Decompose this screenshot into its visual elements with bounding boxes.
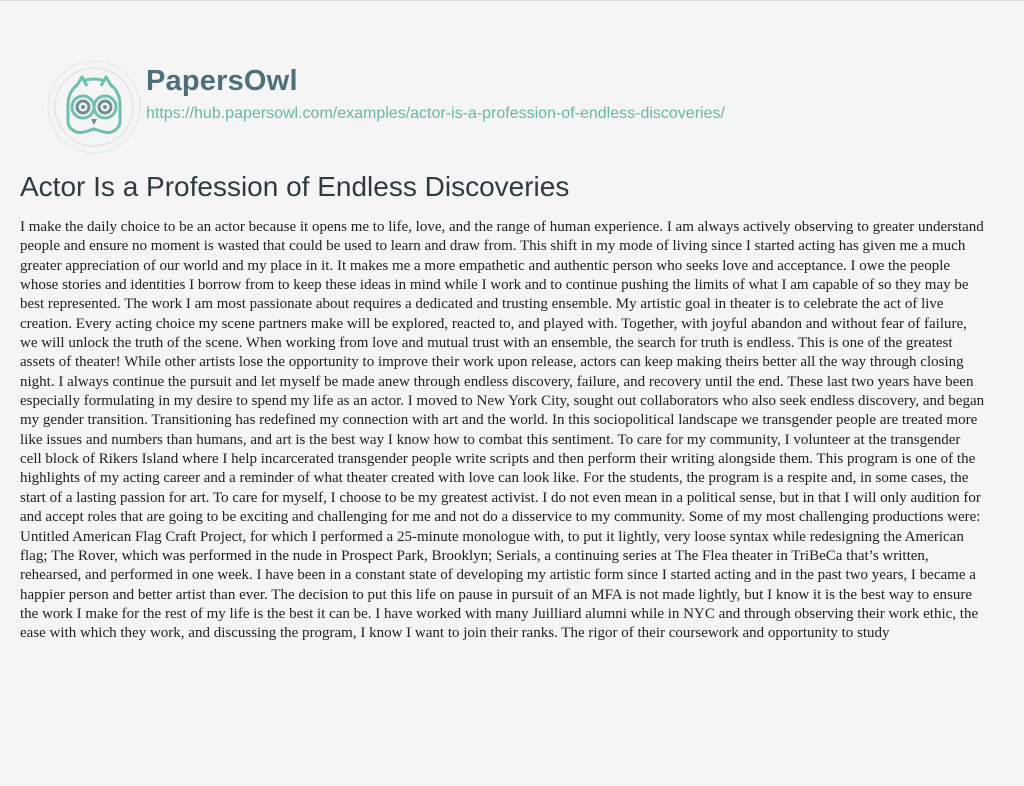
brand-name[interactable]: PapersOwl: [146, 65, 298, 97]
owl-logo-icon[interactable]: [46, 59, 142, 155]
source-url-link[interactable]: https://hub.papersowl.com/examples/actor-is-a-profession-of-endless-discoveries/: [146, 105, 725, 122]
site-header: [46, 59, 725, 155]
page-title: Actor Is a Profession of Endless Discoveries: [20, 171, 570, 202]
brand-block: [146, 64, 725, 124]
article-body: I make the daily choice to be an actor because it opens me to life, love, and the range of human experience. I am always actively observing to greater understand people and ensure no moment is wasted that could be used to learn and draw from. This shift in my mode of living since I started acting has given me a much greater appreciation of our world and my place in it. It makes me a more empathetic and authentic person who seeks love and acceptance. I owe the people whose stories and identities I borrow from to keep these ideas in mind while I work and to continue pushing the limits of what I am capable of so they may be best represented. The work I am most passionate about requires a dedicated and trusting ensemble. My artistic goal in theater is to celebrate the act of live creation. Every acting choice my scene partners make will be explored, reacted to, and played with. Together, with joyful abandon and without fear of failure, we will unlock the truth of the scene. When working from love and mutual trust with an ensemble, the search for truth is endless. This is one of the greatest assets of theater! While other artists lose the opportunity to improve their work upon release, actors can keep making theirs better all the way through closing night. I always continue the pursuit and let myself be made anew through endless discovery, failure, and recovery until the end. These last two years have been especially formulating in my desire to spend my life as an actor. I moved to New York City, sought out collaborators who also seek endless discovery, and began my gender transition. Transitioning has redefined my connection with art and the world. In this sociopolitical landscape we transgender people are treated more like issues and numbers than humans, and art is the best way I know how to combat this sentiment. To care for my community, I volunteer at the transgender cell block of Rikers Island where I help incarcerated transgender people write scripts and then perform their writing alongside them. This program is one of the highlights of my acting career and a reminder of what theater created with love can look like. For the students, the program is a respite and, in some cases, the start of a lasting passion for art. To care for myself, I choose to be my greatest activist. I do not even mean in a political sense, but in that I will only audition for and accept roles that are going to be exciting and challenging for me and not do a disservice to my community. Some of my most challenging productions were: Untitled American Flag Craft Project, for which I performed a 25-minute monologue with, to put it lightly, very loose syntax while redesigning the American flag; The Rover, which was performed in the nude in Prospect Park, Brooklyn; Serials, a continuing series at The Flea theater in TriBeCa that’s written, rehearsed, and performed in one week. I have been in a constant state of developing my artistic form since I started acting and in the past two years, I became a happier person and better artist than ever. The decision to put this life on pause in pursuit of an MFA is not made lightly, but I know it is the best way to ensure the work I make for the rest of my life is the best it can be. I have worked with many Juilliard alumni while in NYC and through observing their work ethic, the ease with which they work, and discussing the program, I know I want to join their ranks. The rigor of their coursework and opportunity to study: [20, 219, 985, 642]
